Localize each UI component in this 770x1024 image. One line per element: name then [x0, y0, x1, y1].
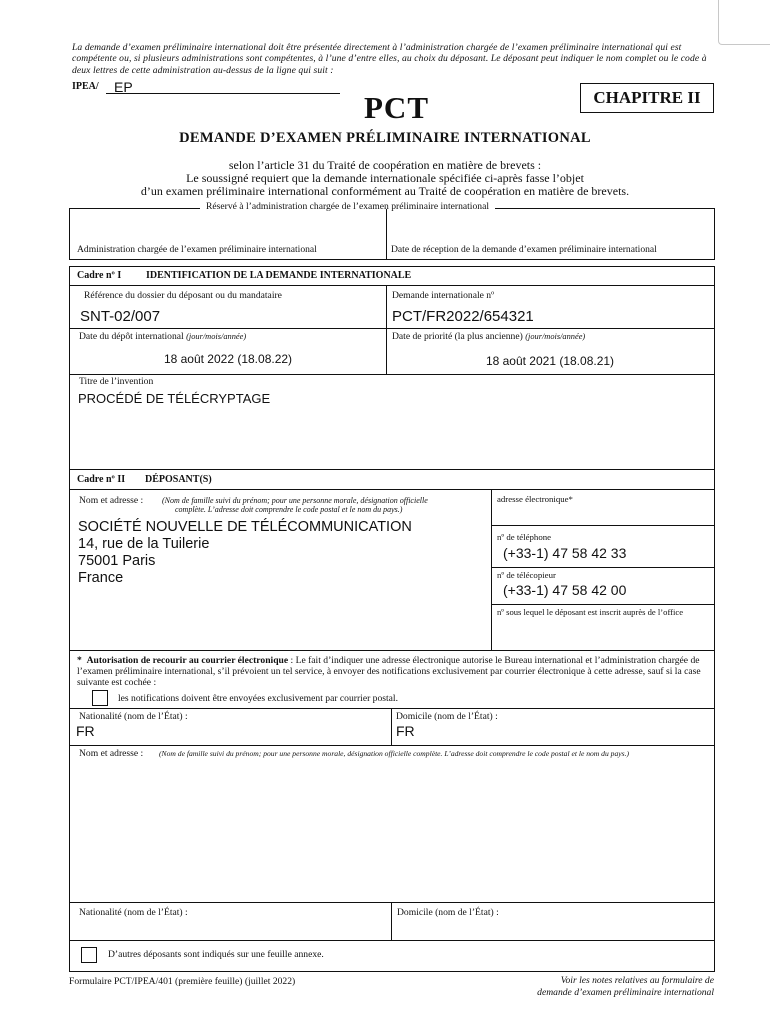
- fax-label: nº de télécopieur: [497, 570, 556, 580]
- filing-format: (jour/mois/année): [186, 332, 247, 341]
- rule: [70, 940, 714, 941]
- filing-date-field[interactable]: 18 août 2022 (18.08.22): [163, 352, 293, 366]
- rule: [70, 708, 714, 709]
- name-label: Nom et adresse :: [79, 495, 144, 506]
- postal-only-label: les notifications doivent être envoyées exclusivement par courrier postal.: [118, 693, 398, 704]
- reserved-caption: Réservé à l’administration chargée de l’examen préliminaire international: [200, 201, 495, 212]
- app-field[interactable]: PCT/FR2022/654321: [392, 308, 534, 325]
- rule: [491, 567, 714, 568]
- footer-notes-line-1: Voir les notes relatives au formulaire de: [560, 975, 714, 986]
- filing-label-text: Date du dépôt international: [79, 331, 184, 342]
- auth-heading: Autorisation de recourir au courrier électronique: [86, 655, 289, 666]
- rule: [391, 709, 392, 745]
- phone-label: nº de téléphone: [497, 532, 552, 542]
- chapitre-badge: CHAPITRE II: [580, 83, 714, 113]
- address-line-3: 75001 Paris: [78, 553, 156, 569]
- rule: [491, 604, 714, 605]
- email-label: adresse électronique*: [497, 494, 573, 504]
- priority-date-field[interactable]: 18 août 2021 (18.08.21): [485, 354, 615, 368]
- cadre1-heading: IDENTIFICATION DE LA DEMANDE INTERNATIONALE: [146, 270, 412, 281]
- ipea-label: IPEA/: [72, 81, 99, 92]
- rule: [70, 374, 714, 375]
- auth-body: : Le fait d’indiquer une adresse électronique autorise le Bureau international et l’administration chargée de l’examen préliminaire international, s’il prévoient un tel service, à envoyer des notifications exclusivement par courrier électronique à cette adresse, sauf si la case suivante est cochée :: [77, 655, 701, 688]
- rule: [70, 650, 714, 651]
- rule: [70, 489, 714, 490]
- invention-title-field[interactable]: PROCÉDÉ DE TÉLÉCRYPTAGE: [78, 391, 271, 406]
- nationality-field[interactable]: FR: [76, 723, 95, 739]
- applicant-address-field[interactable]: [78, 519, 412, 587]
- ipea-underline: [106, 93, 340, 94]
- name-note-1: (Nom de famille suivi du prénom; pour une personne morale, désignation officielle: [162, 496, 428, 505]
- nationality-label: Nationalité (nom de l’État) :: [79, 711, 188, 722]
- priority-format: (jour/mois/année): [525, 332, 586, 341]
- rule: [70, 745, 714, 746]
- email-authorization-text: [77, 655, 709, 688]
- rule: [70, 902, 714, 903]
- office-label: nº sous lequel le déposant est inscrit auprès de l’office: [497, 607, 684, 617]
- second-name-label: Nom et adresse :: [79, 748, 144, 759]
- app-label: Demande internationale nº: [392, 290, 495, 301]
- ipea-field[interactable]: EP: [114, 79, 133, 95]
- pct-heading: PCT: [364, 90, 429, 125]
- priority-label: [392, 331, 585, 342]
- second-domicile-label: Domicile (nom de l’État) :: [397, 907, 499, 918]
- cadre1-number: Cadre nº I: [77, 270, 122, 281]
- second-name-note: (Nom de famille suivi du prénom; pour une personne morale, désignation officielle complète. L’adresse doit comprendre le code postal et le nom du pays.): [159, 749, 630, 758]
- address-line-1: SOCIÉTÉ NOUVELLE DE TÉLÉCOMMUNICATION: [78, 519, 412, 535]
- second-applicant-address-field[interactable]: [70, 760, 714, 902]
- subtitle-line-1: selon l’article 31 du Traité de coopération en matière de brevets :: [228, 158, 542, 172]
- intro-text: La demande d’examen préliminaire international doit être présentée directement à l’administration chargée de l’examen préliminaire international qui est compétente ou, si plusieurs administrations sont compétentes, à l’une d’entre elles, au choix du déposant. Le déposant peut indiquer le nom complet ou le code à deux lettres de cette administration au-dessus de la ligne qui suit :: [72, 42, 707, 76]
- subtitle-line-3: d’un examen préliminaire international conformément au Traité de coopération en matière de brevets.: [140, 184, 630, 198]
- auth-star: *: [77, 655, 82, 666]
- rule: [70, 285, 714, 286]
- second-nationality-label: Nationalité (nom de l’État) :: [79, 907, 188, 918]
- footer-notes-line-2: demande d’examen préliminaire international: [537, 987, 714, 998]
- rule: [70, 328, 714, 329]
- other-applicants-label: D’autres déposants sont indiqués sur une feuille annexe.: [108, 949, 324, 960]
- subtitle-line-2: Le soussigné requiert que la demande internationale spécifiée ci-après fasse l’objet: [186, 171, 584, 185]
- page-corner-fold: [718, 0, 770, 45]
- address-line-2: 14, rue de la Tuilerie: [78, 536, 210, 552]
- reserved-admin-label: Administration chargée de l’examen préliminaire international: [77, 244, 317, 255]
- rule: [70, 469, 714, 470]
- reserved-date-label: Date de réception de la demande d’examen préliminaire international: [391, 244, 657, 255]
- invention-label: Titre de l’invention: [79, 376, 154, 387]
- page-title: DEMANDE D’EXAMEN PRÉLIMINAIRE INTERNATIONAL: [179, 130, 591, 146]
- domicile-field[interactable]: FR: [396, 723, 415, 739]
- filing-label: [79, 331, 246, 342]
- cadre2-heading: DÉPOSANT(S): [145, 474, 212, 485]
- ref-label: Référence du dossier du déposant ou du mandataire: [84, 290, 282, 301]
- name-note-2: complète. L’adresse doit comprendre le code postal et le nom du pays.): [175, 505, 403, 514]
- domicile-label: Domicile (nom de l’État) :: [396, 711, 498, 722]
- rule: [391, 903, 392, 940]
- address-line-4: France: [78, 570, 124, 586]
- phone-field[interactable]: (+33-1) 47 58 42 33: [503, 545, 627, 561]
- fax-field[interactable]: (+33-1) 47 58 42 00: [503, 582, 627, 598]
- rule: [491, 490, 492, 650]
- form-footer-id: Formulaire PCT/IPEA/401 (première feuille) (juillet 2022): [69, 976, 296, 987]
- cadre2-number: Cadre nº II: [77, 474, 126, 485]
- other-applicants-checkbox[interactable]: [81, 947, 97, 963]
- rule: [491, 525, 714, 526]
- ref-field[interactable]: SNT-02/007: [80, 308, 161, 325]
- postal-only-checkbox[interactable]: [92, 690, 108, 706]
- reserved-divider: [386, 209, 387, 259]
- priority-label-text: Date de priorité (la plus ancienne): [392, 331, 523, 342]
